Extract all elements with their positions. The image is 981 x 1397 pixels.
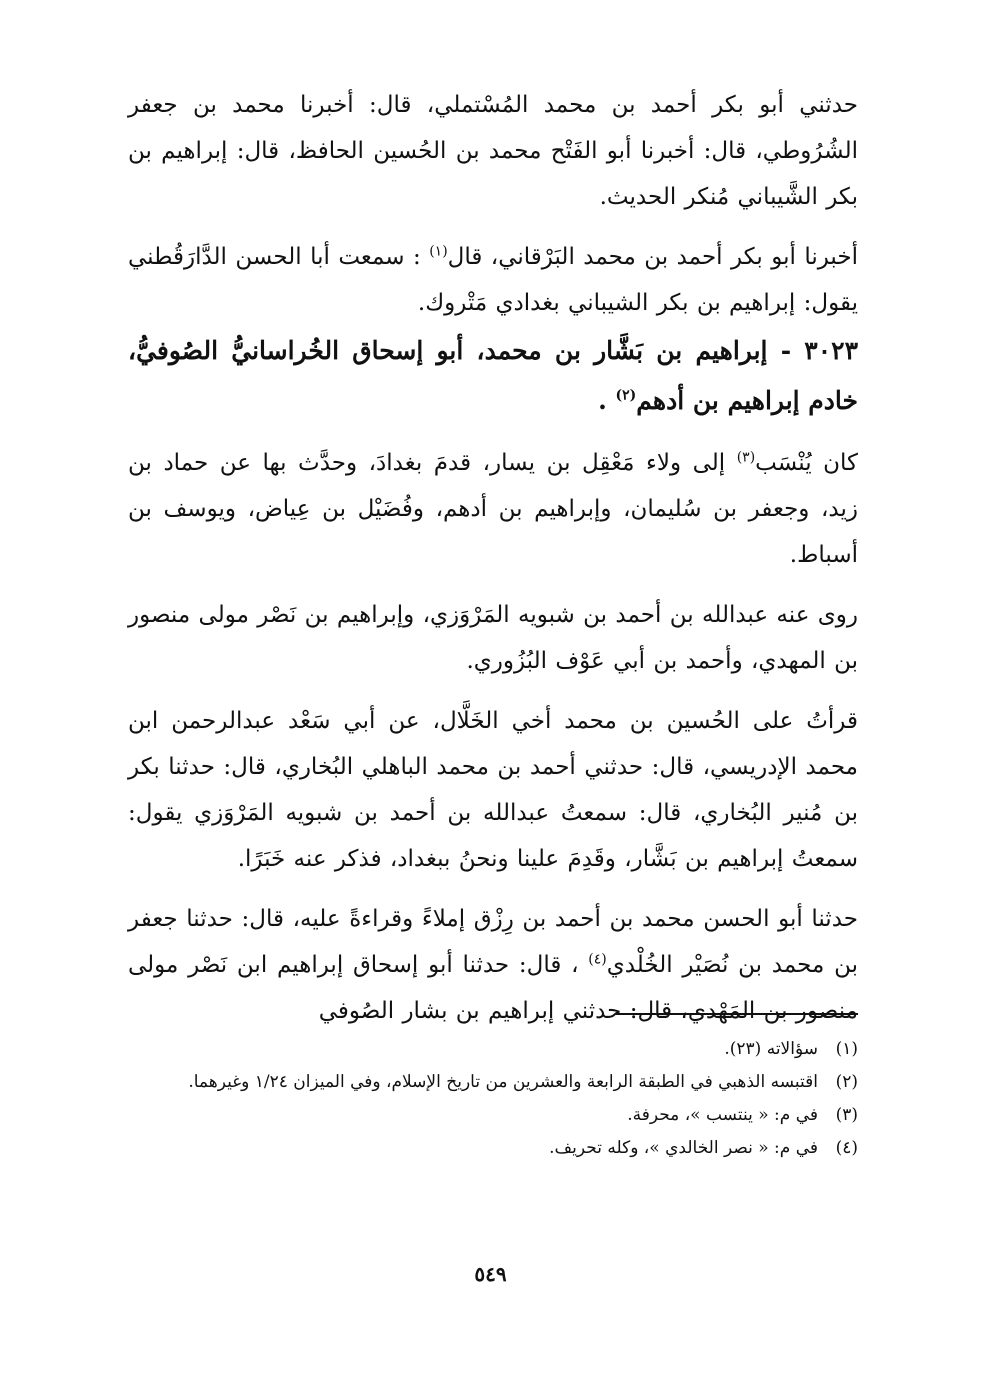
paragraph-2-text-after: : سمعت أبا الحسن الدَّارَقُطني يقول: إبراهيم بن بكر الشيباني بغدادي مَتْروك. [128,244,858,316]
footnote-text: في م: « نصر الخالدي »، وكله تحريف. [549,1138,818,1158]
paragraph-2 [128,234,858,326]
paragraph-2-text-before: أخبرنا أبو بكر أحمد بن محمد البَرْقاني، قال [447,244,858,270]
footnote-text: اقتبسه الذهبي في الطبقة الرابعة والعشرين من تاريخ الإسلام، وفي الميزان ١/٢٤ وغيرهما. [188,1072,818,1092]
paragraph-6-text-after: ، قال: حدثنا أبو إسحاق إبراهيم ابن نَصْر مولى منصور بن المَهْدي، قال: حدثني إبراهيم بن بشار الصُوفي [128,952,858,1024]
footnote-item [128,1132,858,1165]
paragraph-4 [128,592,858,684]
entry-heading-end: . [598,386,616,415]
footnote-text: في م: « ينتسب »، محرفة. [627,1105,818,1125]
paragraph-3 [128,440,858,578]
page-body [128,82,858,1034]
footnotes [128,1033,858,1165]
footnote-marker-2: (٢) [615,387,637,404]
footnote-marker-1: (١) [429,243,448,260]
footnote-number: (٤) [835,1138,858,1158]
paragraph-6-text-before: حدثنا أبو الحسن محمد بن أحمد بن رِزْق إملاءً وقراءةً عليه، قال: حدثنا جعفر بن محمد بن نُصَيْر الخُلْدي [128,906,858,978]
paragraph-5-text: قرأتُ على الحُسين بن محمد أخي الخَلَّال، عن أبي سَعْد عبدالرحمن ابن محمد الإدريسي، قال: حدثني أحمد بن محمد الباهلي البُخاري، قال: حدثنا بكر بن مُنير البُخاري، قال: سمعتُ عبدالله بن أحمد بن شبويه المَرْوَزي يقول: سمعتُ إبراهيم بن بَشَّار، وقَدِمَ علينا ونحنُ ببغداد، فذكر عنه خَبَرًا. [128,708,858,872]
footnote-item [128,1033,858,1066]
footnote-marker-4: (٤) [588,951,607,968]
paragraph-5 [128,698,858,882]
entry-heading [128,326,858,426]
footnote-item [128,1099,858,1132]
footnote-text: سؤالاته (٢٣). [724,1039,818,1059]
footnote-divider [616,1013,858,1015]
paragraph-1 [128,82,858,220]
footnote-item [128,1066,858,1099]
paragraph-3-text-before: كان يُنْسَب [755,450,858,476]
page-number: ٥٤٩ [474,1262,507,1286]
footnote-number: (١) [835,1039,858,1059]
footnote-number: (٢) [835,1072,858,1092]
paragraph-3-text-after: إلى ولاء مَعْقِل بن يسار، قدمَ بغدادَ، وحدَّث بها عن حماد بن زيد، وجعفر بن سُليمان، وإبراهيم بن أدهم، وفُضَيْل بن عِياض، ويوسف بن أسباط. [128,450,858,568]
paragraph-1-text: حدثني أبو بكر أحمد بن محمد المُسْتملي، قال: أخبرنا محمد بن جعفر الشُرُوطي، قال: أخبرنا أبو الفَتْح محمد بن الحُسين الحافظ، قال: إبراهيم بن بكر الشَّيباني مُنكر الحديث. [128,92,858,210]
entry-heading-text: ٣٠٢٣ - إبراهيم بن بَشَّار بن محمد، أبو إسحاق الخُراسانيُّ الصُوفيُّ، خادم إبراهيم بن أدهم [128,336,858,415]
footnote-marker-3: (٣) [736,449,756,466]
paragraph-4-text: روى عنه عبدالله بن أحمد بن شبويه المَرْوَزي، وإبراهيم بن نَصْر مولى منصور بن المهدي، وأحمد بن أبي عَوْف البُزُوري. [128,602,858,674]
footnote-number: (٣) [835,1105,858,1125]
